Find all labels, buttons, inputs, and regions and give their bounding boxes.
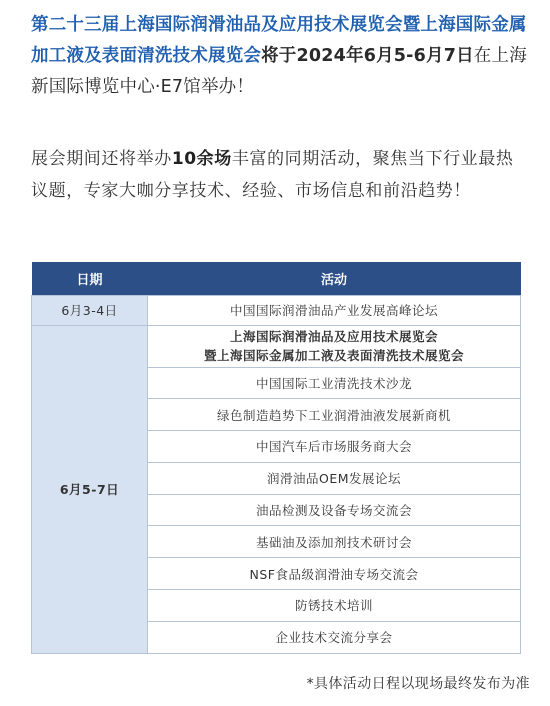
activity-line: 上海国际润滑油品及应用技术展览会 xyxy=(229,329,438,344)
activity-cell: 绿色制造趋势下工业润滑油液发展新商机 xyxy=(148,399,521,431)
table-header-row xyxy=(32,262,521,295)
intro-connector: 将于 xyxy=(261,46,297,66)
header-date: 日期 xyxy=(32,262,148,295)
activity-cell: 中国国际工业清洗技术沙龙 xyxy=(148,367,521,399)
table-row xyxy=(32,295,521,325)
activity-cell: 中国汽车后市场服务商大会 xyxy=(148,431,521,463)
activity-cell: 油品检测及设备专场交流会 xyxy=(148,494,521,526)
events-count: 10余场 xyxy=(171,149,232,169)
table-row xyxy=(32,325,521,367)
activity-cell-main-expo xyxy=(148,325,521,367)
activity-cell: 润滑油品OEM发展论坛 xyxy=(148,462,521,494)
activity-cell: 企业技术交流分享会 xyxy=(148,621,521,653)
activity-cell: NSF食品级润滑油专场交流会 xyxy=(148,558,521,590)
schedule-table xyxy=(31,262,521,654)
events-text-2: 丰富的同期活动，聚焦当下行业最热议题，专家大咖分享技术、经验、市场信息和前沿趋势！ xyxy=(31,149,514,201)
activity-cell: 基础油及添加剂技术研讨会 xyxy=(148,526,521,558)
expo-venue: 在上海新国际博览中心·E7馆举办！ xyxy=(31,46,527,97)
expo-name: 第二十三届上海国际润滑油品及应用技术展览会暨上海国际金属加工液及表面清洗技术展览会 xyxy=(31,15,527,66)
events-text-1: 展会期间还将举办 xyxy=(31,149,172,169)
activity-line: 暨上海国际金属加工液及表面清洗技术展览会 xyxy=(203,348,464,363)
header-activity: 活动 xyxy=(148,262,521,295)
activity-cell: 防锈技术培训 xyxy=(148,590,521,622)
intro-paragraph xyxy=(31,10,531,103)
activity-cell: 中国国际润滑油品产业发展高峰论坛 xyxy=(148,295,521,325)
date-cell: 6月5-7日 xyxy=(32,325,148,653)
events-paragraph xyxy=(31,143,526,207)
footnote: *具体活动日程以现场最终发布为准 xyxy=(306,676,530,692)
expo-dates: 2024年6月5-6月7日 xyxy=(296,46,474,66)
date-cell: 6月3-4日 xyxy=(32,295,148,325)
